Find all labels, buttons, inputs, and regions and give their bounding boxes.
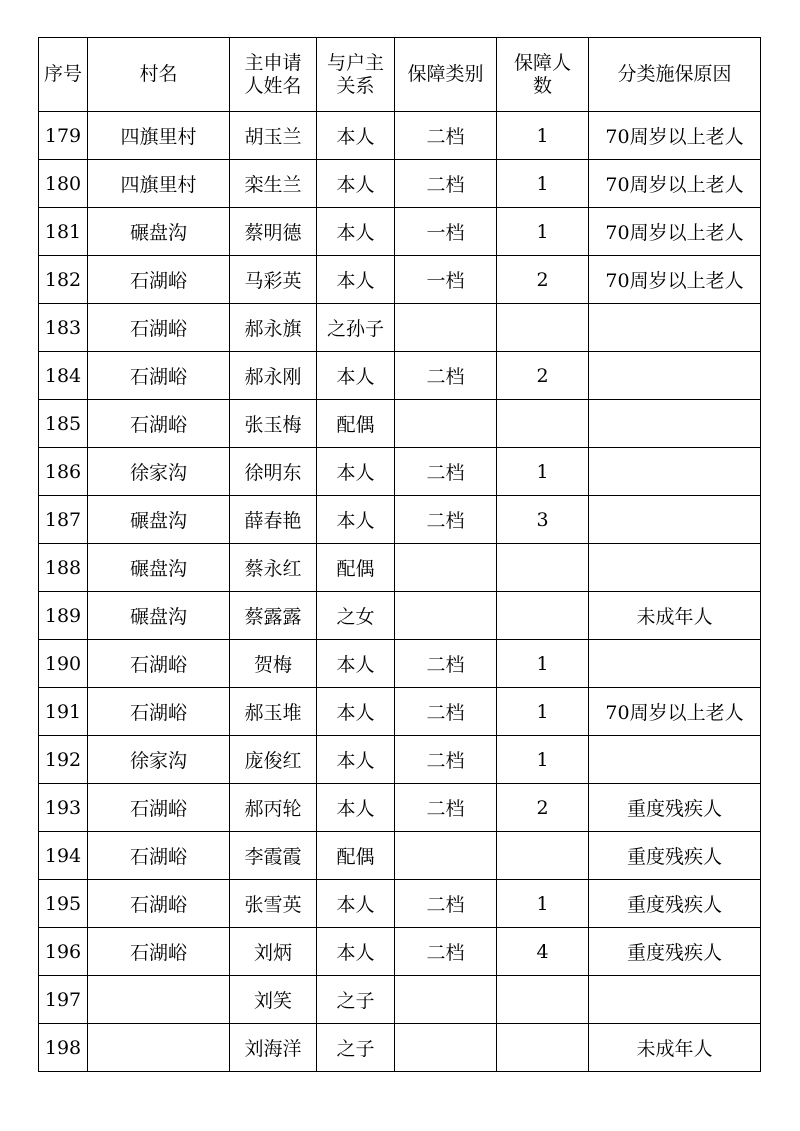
cell-reason	[589, 544, 761, 592]
cell-reason: 重度残疾人	[589, 880, 761, 928]
cell-village: 徐家沟	[88, 448, 230, 496]
cell-category: 二档	[395, 160, 497, 208]
header-applicant: 主申请人姓名	[230, 38, 317, 112]
cell-relation: 本人	[317, 112, 395, 160]
table-row	[39, 784, 761, 832]
cell-relation: 之女	[317, 592, 395, 640]
cell-count: 1	[497, 688, 589, 736]
cell-count: 1	[497, 736, 589, 784]
cell-reason: 70周岁以上老人	[589, 112, 761, 160]
cell-reason	[589, 736, 761, 784]
header-reason: 分类施保原因	[589, 38, 761, 112]
cell-category: 一档	[395, 256, 497, 304]
assistance-table	[38, 37, 761, 1072]
cell-village: 碾盘沟	[88, 544, 230, 592]
cell-village: 徐家沟	[88, 736, 230, 784]
cell-village: 碾盘沟	[88, 496, 230, 544]
cell-category: 二档	[395, 352, 497, 400]
cell-relation: 本人	[317, 928, 395, 976]
cell-reason	[589, 352, 761, 400]
table-row	[39, 832, 761, 880]
cell-village: 碾盘沟	[88, 592, 230, 640]
cell-count: 1	[497, 208, 589, 256]
cell-name: 徐明东	[230, 448, 317, 496]
cell-no: 197	[39, 976, 88, 1024]
cell-count: 2	[497, 256, 589, 304]
cell-category: 二档	[395, 496, 497, 544]
cell-name: 贺梅	[230, 640, 317, 688]
cell-reason: 70周岁以上老人	[589, 688, 761, 736]
cell-name: 薛春艳	[230, 496, 317, 544]
cell-name: 刘笑	[230, 976, 317, 1024]
cell-category: 二档	[395, 784, 497, 832]
table-row	[39, 640, 761, 688]
table-row	[39, 1024, 761, 1072]
cell-reason	[589, 976, 761, 1024]
cell-name: 蔡永红	[230, 544, 317, 592]
cell-category	[395, 592, 497, 640]
cell-reason: 重度残疾人	[589, 832, 761, 880]
cell-no: 187	[39, 496, 88, 544]
table-row	[39, 352, 761, 400]
cell-name: 刘海洋	[230, 1024, 317, 1072]
cell-relation: 之子	[317, 1024, 395, 1072]
cell-relation: 本人	[317, 208, 395, 256]
cell-village: 碾盘沟	[88, 208, 230, 256]
cell-relation: 之孙子	[317, 304, 395, 352]
cell-reason	[589, 496, 761, 544]
cell-no: 182	[39, 256, 88, 304]
cell-relation: 配偶	[317, 832, 395, 880]
cell-count: 3	[497, 496, 589, 544]
cell-village: 四旗里村	[88, 112, 230, 160]
cell-no: 179	[39, 112, 88, 160]
header-row	[39, 38, 761, 112]
cell-count	[497, 592, 589, 640]
cell-category: 一档	[395, 208, 497, 256]
cell-reason	[589, 448, 761, 496]
cell-village: 石湖峪	[88, 880, 230, 928]
table-row	[39, 736, 761, 784]
cell-no: 190	[39, 640, 88, 688]
cell-relation: 本人	[317, 736, 395, 784]
cell-reason: 70周岁以上老人	[589, 160, 761, 208]
cell-relation: 本人	[317, 640, 395, 688]
cell-category: 二档	[395, 880, 497, 928]
cell-category: 二档	[395, 640, 497, 688]
cell-category	[395, 304, 497, 352]
cell-reason: 70周岁以上老人	[589, 256, 761, 304]
table-row	[39, 544, 761, 592]
cell-category	[395, 400, 497, 448]
cell-reason: 未成年人	[589, 1024, 761, 1072]
cell-category: 二档	[395, 736, 497, 784]
cell-relation: 本人	[317, 880, 395, 928]
header-relation: 与户主关系	[317, 38, 395, 112]
table-row	[39, 304, 761, 352]
cell-name: 李霞霞	[230, 832, 317, 880]
table-row	[39, 592, 761, 640]
cell-no: 189	[39, 592, 88, 640]
table-row	[39, 160, 761, 208]
cell-count	[497, 976, 589, 1024]
cell-count: 2	[497, 352, 589, 400]
table-row	[39, 880, 761, 928]
cell-village: 石湖峪	[88, 688, 230, 736]
cell-relation: 本人	[317, 784, 395, 832]
cell-name: 胡玉兰	[230, 112, 317, 160]
cell-count: 1	[497, 640, 589, 688]
cell-count: 1	[497, 448, 589, 496]
cell-reason: 重度残疾人	[589, 784, 761, 832]
cell-category	[395, 832, 497, 880]
table-header	[39, 38, 761, 112]
cell-category: 二档	[395, 112, 497, 160]
cell-no: 188	[39, 544, 88, 592]
cell-count: 1	[497, 880, 589, 928]
cell-name: 郝丙轮	[230, 784, 317, 832]
cell-village: 石湖峪	[88, 928, 230, 976]
cell-relation: 本人	[317, 256, 395, 304]
cell-no: 186	[39, 448, 88, 496]
cell-category	[395, 976, 497, 1024]
header-no: 序号	[39, 38, 88, 112]
cell-no: 184	[39, 352, 88, 400]
cell-name: 蔡明德	[230, 208, 317, 256]
table-row	[39, 976, 761, 1024]
table-body	[39, 112, 761, 1072]
cell-relation: 之子	[317, 976, 395, 1024]
cell-name: 庞俊红	[230, 736, 317, 784]
cell-no: 181	[39, 208, 88, 256]
cell-category	[395, 544, 497, 592]
cell-village	[88, 1024, 230, 1072]
header-village: 村名	[88, 38, 230, 112]
header-count: 保障人数	[497, 38, 589, 112]
cell-relation: 本人	[317, 352, 395, 400]
cell-relation: 本人	[317, 688, 395, 736]
cell-village: 四旗里村	[88, 160, 230, 208]
cell-village: 石湖峪	[88, 640, 230, 688]
cell-no: 191	[39, 688, 88, 736]
cell-name: 郝永刚	[230, 352, 317, 400]
cell-count	[497, 304, 589, 352]
cell-name: 张玉梅	[230, 400, 317, 448]
cell-relation: 本人	[317, 448, 395, 496]
cell-relation: 本人	[317, 496, 395, 544]
cell-no: 193	[39, 784, 88, 832]
table-row	[39, 448, 761, 496]
cell-count	[497, 544, 589, 592]
table-row	[39, 496, 761, 544]
cell-no: 192	[39, 736, 88, 784]
cell-reason	[589, 400, 761, 448]
cell-category: 二档	[395, 448, 497, 496]
cell-name: 郝玉堆	[230, 688, 317, 736]
cell-count	[497, 400, 589, 448]
cell-count	[497, 832, 589, 880]
table-row	[39, 400, 761, 448]
cell-category	[395, 1024, 497, 1072]
table-row	[39, 208, 761, 256]
cell-category: 二档	[395, 928, 497, 976]
cell-no: 180	[39, 160, 88, 208]
cell-reason: 70周岁以上老人	[589, 208, 761, 256]
cell-reason	[589, 304, 761, 352]
cell-name: 郝永旗	[230, 304, 317, 352]
cell-count	[497, 1024, 589, 1072]
cell-name: 刘炳	[230, 928, 317, 976]
cell-count: 1	[497, 160, 589, 208]
cell-name: 张雪英	[230, 880, 317, 928]
table-row	[39, 112, 761, 160]
cell-village: 石湖峪	[88, 352, 230, 400]
cell-reason: 未成年人	[589, 592, 761, 640]
cell-village: 石湖峪	[88, 304, 230, 352]
cell-village: 石湖峪	[88, 256, 230, 304]
cell-relation: 配偶	[317, 400, 395, 448]
cell-no: 183	[39, 304, 88, 352]
cell-relation: 配偶	[317, 544, 395, 592]
cell-count: 1	[497, 112, 589, 160]
cell-name: 蔡露露	[230, 592, 317, 640]
cell-count: 2	[497, 784, 589, 832]
cell-village: 石湖峪	[88, 784, 230, 832]
cell-count: 4	[497, 928, 589, 976]
cell-no: 195	[39, 880, 88, 928]
cell-reason: 重度残疾人	[589, 928, 761, 976]
cell-village: 石湖峪	[88, 832, 230, 880]
cell-category: 二档	[395, 688, 497, 736]
cell-no: 196	[39, 928, 88, 976]
cell-no: 198	[39, 1024, 88, 1072]
cell-no: 185	[39, 400, 88, 448]
cell-reason	[589, 640, 761, 688]
cell-name: 马彩英	[230, 256, 317, 304]
cell-name: 栾生兰	[230, 160, 317, 208]
table-row	[39, 256, 761, 304]
header-category: 保障类别	[395, 38, 497, 112]
table-row	[39, 688, 761, 736]
cell-village: 石湖峪	[88, 400, 230, 448]
cell-village	[88, 976, 230, 1024]
cell-no: 194	[39, 832, 88, 880]
cell-relation: 本人	[317, 160, 395, 208]
table-row	[39, 928, 761, 976]
